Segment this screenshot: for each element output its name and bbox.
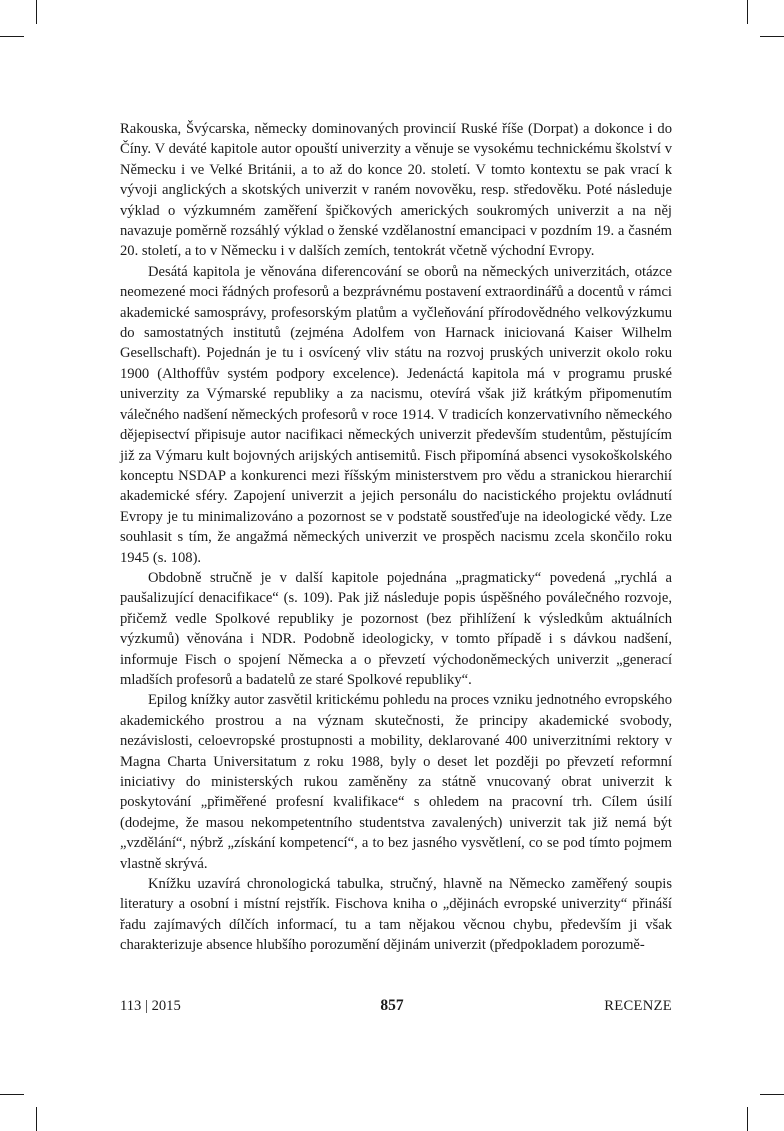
paragraph-conclusion: Knížku uzavírá chronologická tabulka, stručný, hlavně na Německo zaměřený soupis literatury a osobní i místní rejstřík. Fischova kniha o „dějinách evropské univerzity“ přináší řadu zajímavých dílčích informací, tu a tam nějakou věcnou chybu, především ji však charakterizuje absence hlubšího porozumění dějinám univerzit (předpokladem porozumě- [120,876,672,954]
paragraph-epilogue: Epilog knížky autor zasvětil kritickému pohledu na proces vzniku jednotného evropského akademického prostrou a na význam skutečnosti, že principy akademické svobody, nezávislosti, celoevropské prostupnosti a mobility, deklarované 400 univerzitními rektory v Magna Charta Universitatum z roku 1988, byly o deset let později po převzetí reformní iniciativy do ministerských rukou zaměněny za státně vnucovaný obrat univerzit k poskytování „přiměřené profesní kvalifikace“ s ohledem na pracovní trh. Cílem úsilí (dodejme, že masou nekompetentního studentstva zavalených) univerzit tak již nemá být „vzdělání“, nýbrž „získání kompetencí“, a to bez jasného vysvětlení, co se pod tímto pojmem vlastně skrývá. [120,692,672,872]
crop-mark-left-lower [0,1094,24,1095]
crop-mark-bottom-right [747,1107,748,1131]
body-text [120,119,672,956]
paragraph-chapters-ten-eleven: Desátá kapitola je věnována diferencování se oborů na německých univerzitách, otázce neomezené moci řádných profesorů a bezprávnému postavení extraordinářů a docentů v rámci akademické samosprávy, profesorským platům a vyčleňování přírodovědného velkovýzkumu do samostatných institutů (zejména Adolfem von Harnack iniciovaná Kaiser Wilhelm Gesellschaft). Pojednán je tu i osvícený vliv státu na rozvoj pruských univerzit okolo roku 1900 (Althoffův systém podpory excelence). Jedenáctá kapitola má v programu pruské univerzity za Výmarské republiky a za nacismu, otevírá však již krátkým připomenutím válečného nadšení německých profesorů v roce 1914. V tradicích konzervativního německého dějepisectví připisuje autor nacifikaci německých univerzit především studentům, pěstujícím již za Výmaru kult bojovných arijských antisemitů. Fisch připomíná absenci vysokoškolského konceptu NSDAP a konkurenci mezi říšským ministerstvem pro vědu a stranickou hierarchií akademické sféry. Zapojení univerzit a jejich personálu do nacistického projektu ovládnutí Evropy je tu minimalizováno a pozornost se v podstatě soustřeďuje na ideologické vědy. Lze souhlasit s tím, že angažmá německých univerzit ve prospěch nacismu zcela skončilo roku 1945 (s. 108). [120,263,672,566]
journal-issue: 113 | 2015 [120,998,181,1014]
crop-mark-left-upper [0,36,24,37]
paragraph-continuation: Rakouska, Švýcarska, německy dominovaných provincií Ruské říše (Dorpat) a dokonce i do Číny. V deváté kapitole autor opouští univerzity a věnuje se vysokému technickému školství v Německu i ve Velké Británii, a to až do konce 20. století. V tomto kontextu se pak vrací k vývoji anglických a skotských univerzit v raném novověku, resp. středověku. Poté následuje výklad o výzkumném zaměření špičkových amerických soukromých univerzit a na něj navazuje poměrně rozsáhlý výklad o ženské vzdělanostní emancipaci v pozdním 19. a časném 20. století, a to v Německu i v dalších zemích, tentokrát včetně východní Evropy. [120,121,672,260]
paragraph-denazification: Obdobně stručně je v další kapitole pojednána „pragmaticky“ povedená „rychlá a paušalizující denacifikace“ (s. 109). Pak již následuje popis úspěšného poválečného rozvoje, přičemž vedle Spolkové republiky je pozornost (bez přihlížení k výsledkům aktuálních výzkumů) věnována i NDR. Podobně ideologicky, v tomto případě i s dávkou nadšení, informuje Fisch o spojení Německa a o převzetí východoněmeckých univerzit „generací mladších profesorů a badatelů ze staré Spolkové republiky“. [120,569,672,688]
page-number: 857 [380,997,404,1014]
crop-mark-top-left [36,0,37,24]
crop-mark-right-upper [760,36,784,37]
section-name: RECENZE [604,998,672,1014]
crop-mark-right-lower [760,1094,784,1095]
crop-mark-bottom-left [36,1107,37,1131]
crop-mark-top-right [747,0,748,24]
